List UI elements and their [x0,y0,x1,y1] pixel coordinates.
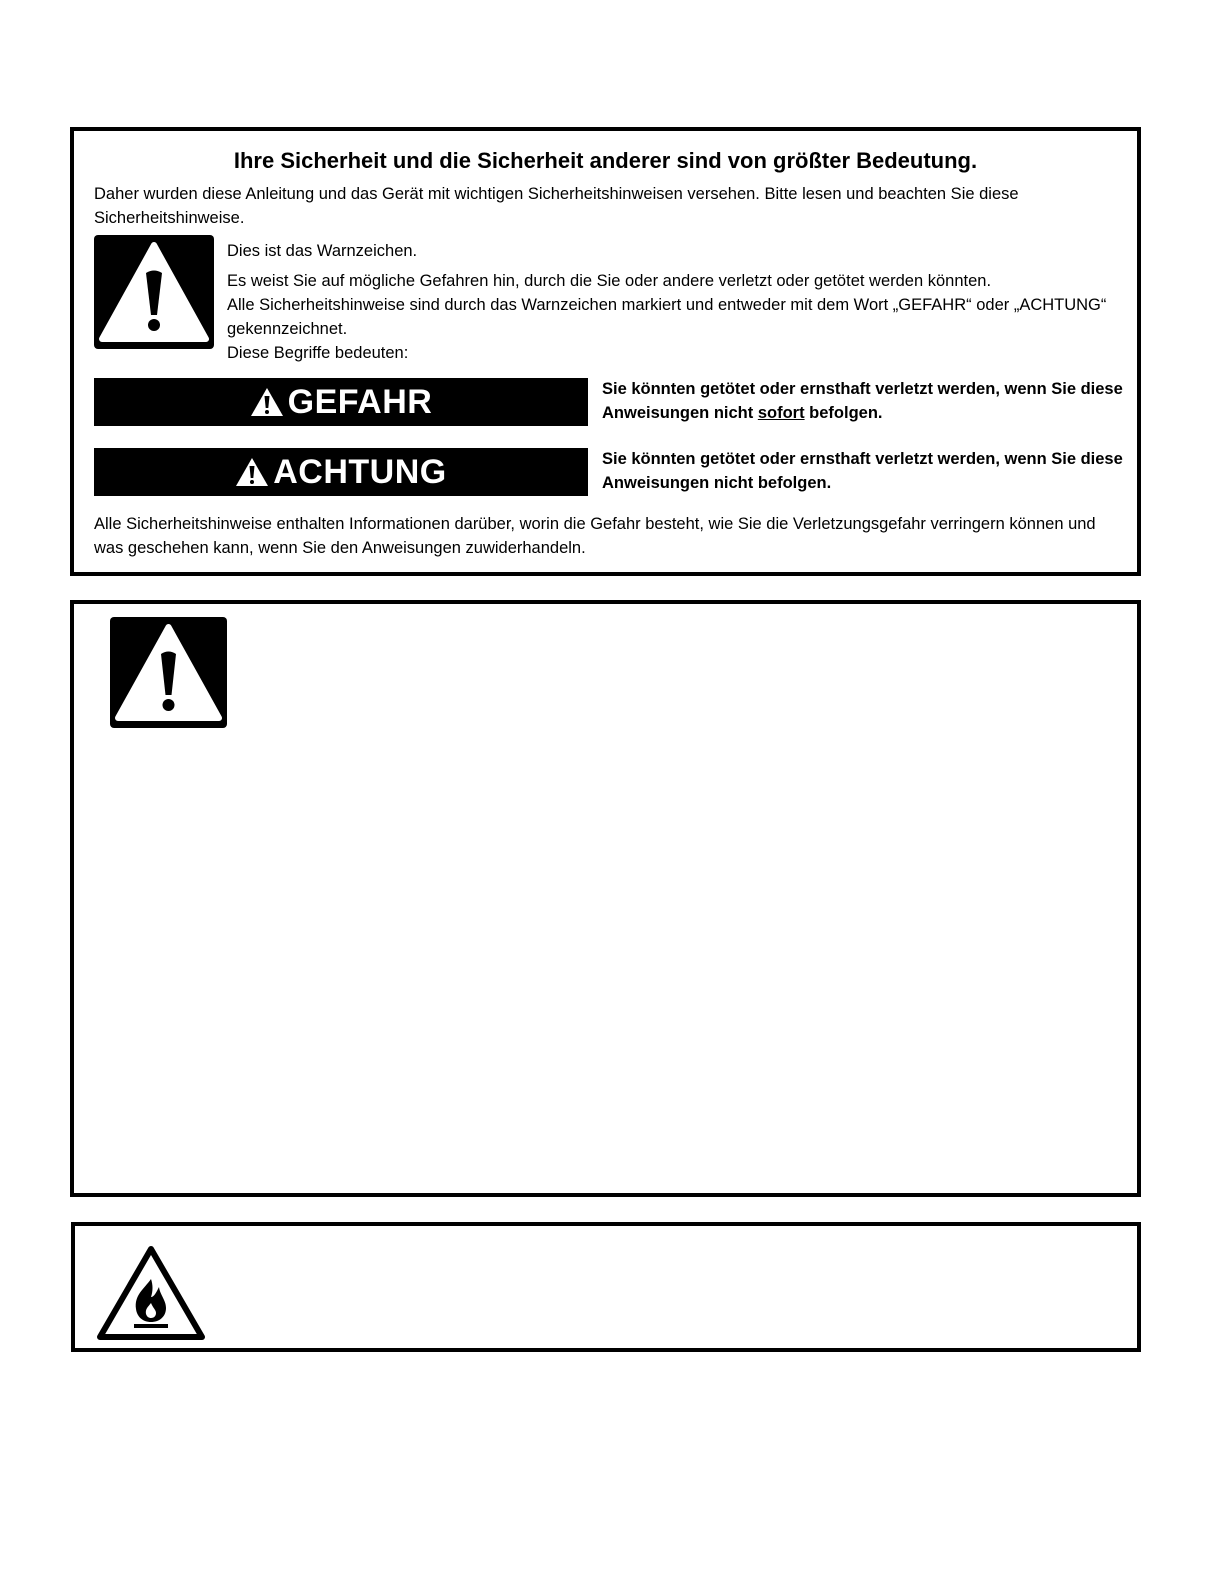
warning-description: Sie könnten getötet oder ernsthaft verletzt werden, wenn Sie diese Anweisungen nicht befolgen. [602,450,1123,492]
safety-footer: Alle Sicherheitshinweise enthalten Informationen darüber, worin die Gefahr besteht, wie Sie die Verletzungsgefahr verringern können und was geschehen kann, wenn Sie den Anweisungen zuwiderhandeln. [94,515,1096,557]
warning-symbol-explanation [227,239,1107,365]
danger-desc-after: befolgen. [804,404,883,422]
danger-description [602,377,1132,425]
danger-label: GEFAHR [287,382,433,421]
symbol-line-2: Es weist Sie auf mögliche Gefahren hin, durch die Sie oder andere verletzt oder getötet werden könnten. [227,272,992,290]
symbol-line-1: Dies ist das Warnzeichen. [227,242,418,260]
fire-hazard-box [71,1222,1141,1352]
warning-triangle-icon [235,457,269,487]
warning-exclamation-icon [94,235,214,349]
danger-desc-before: Sie könnten getötet oder ernsthaft verletzt werden, wenn Sie diese Anweisungen nicht [602,380,1123,422]
warning-label: ACHTUNG [273,452,447,491]
danger-banner [94,378,588,426]
symbol-line-4: Diese Begriffe bedeuten: [227,344,409,362]
warning-banner [94,448,588,496]
warning-exclamation-icon [110,617,227,728]
safety-intro: Daher wurden diese Anleitung und das Gerät mit wichtigen Sicherheitshinweisen versehen. Bitte lesen und beachten Sie diese Sicherheitshinweise. [94,185,1019,227]
danger-desc-underlined: sofort [757,404,805,422]
flammable-fire-icon [96,1245,206,1343]
safety-heading: Ihre Sicherheit und die Sicherheit anderer sind von größter Bedeutung. [233,148,978,173]
warning-box [70,600,1141,1197]
symbol-line-3: Alle Sicherheitshinweise sind durch das Warnzeichen markiert und entweder mit dem Wort „GEFAHR“ oder „ACHTUNG“ gekennzeichnet. [227,296,1107,338]
warning-triangle-icon [250,387,284,417]
safety-info-box [70,127,1141,576]
